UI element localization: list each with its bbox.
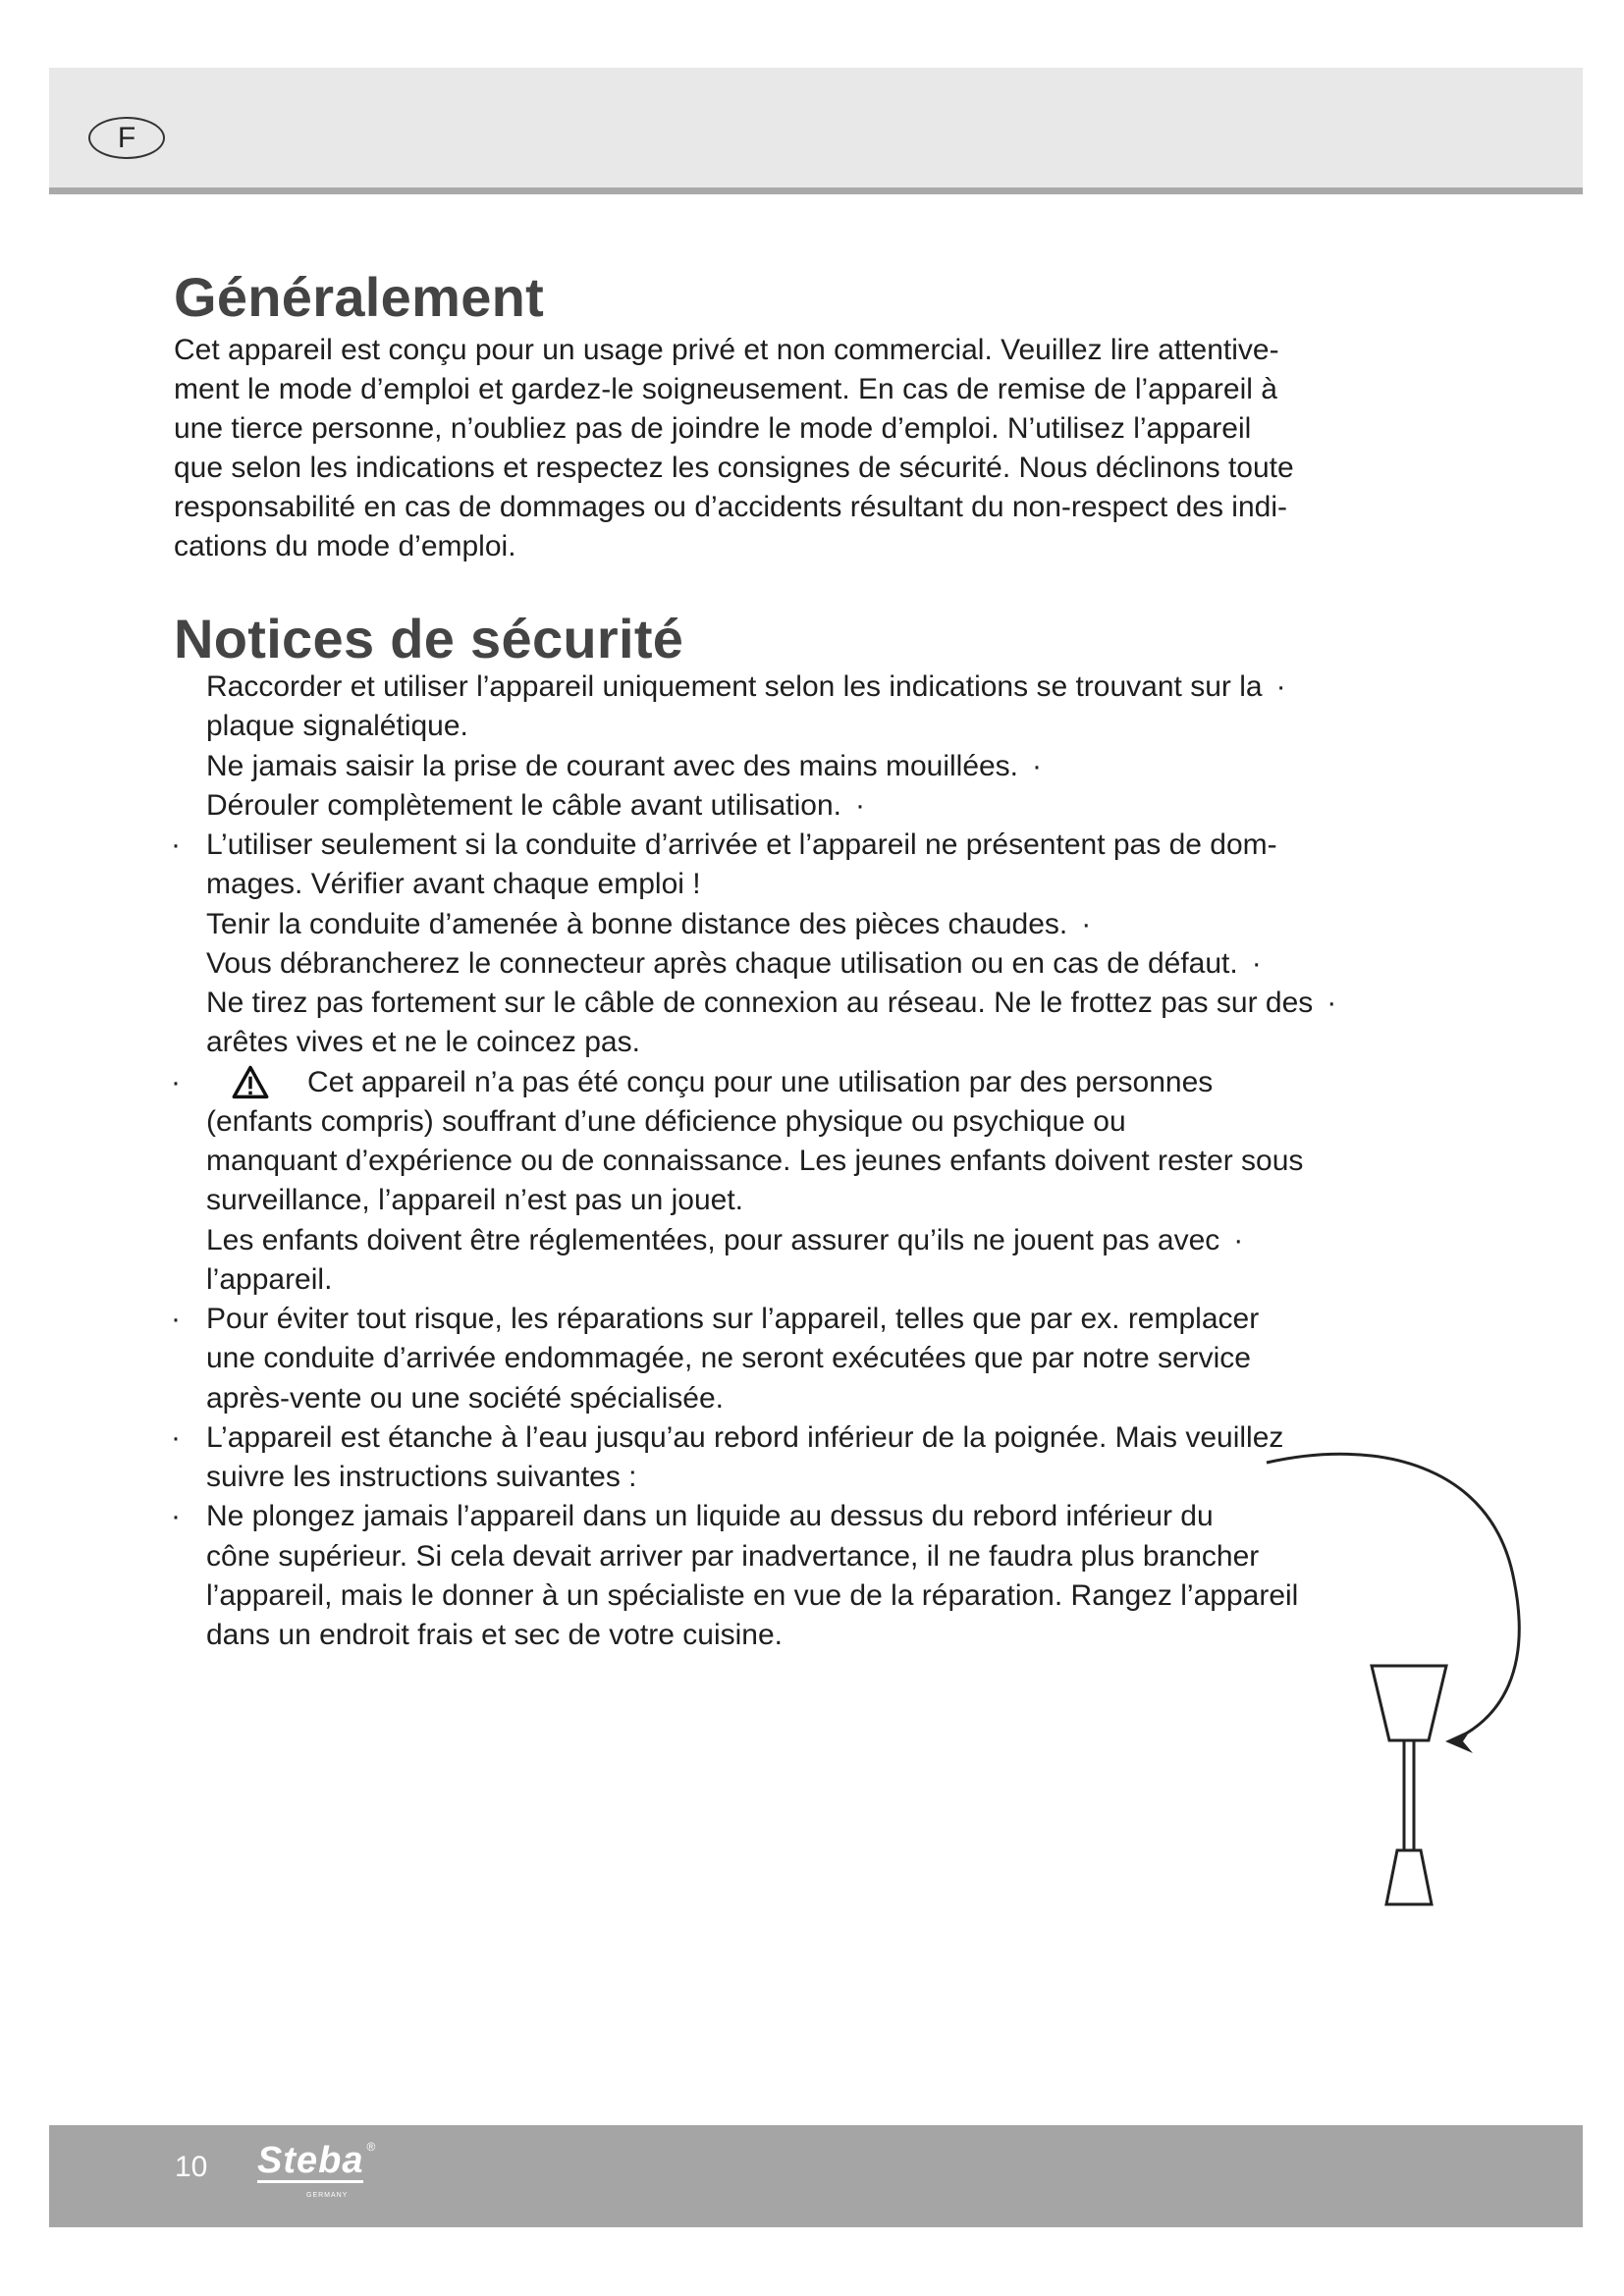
line-text: Les enfants doivent être réglementées, pour assurer qu’ils ne jouent pas avec	[206, 1223, 1220, 1256]
safety-item	[171, 1418, 1336, 1498]
steba-logo-group	[257, 2141, 375, 2183]
logo-subtitle: GERMANY	[306, 2192, 349, 2199]
bullet-marker: ·	[1081, 907, 1092, 940]
line-text: l’appareil.	[206, 1262, 333, 1296]
bullet-marker: ·	[171, 828, 181, 861]
safety-item-line	[206, 1181, 1336, 1220]
safety-item	[206, 905, 1336, 944]
safety-list	[171, 667, 1337, 1655]
bullet-marker: ·	[1233, 1223, 1244, 1256]
bullet-marker: ·	[855, 788, 866, 822]
safety-item-line	[171, 1418, 1336, 1458]
safety-item-line	[206, 984, 1336, 1023]
safety-item	[206, 786, 1336, 826]
paragraph-line: une tierce personne, n’oubliez pas de joindre le mode d’emploi. N’utilisez l’appareil	[174, 412, 1252, 445]
section-title-safety: Notices de sécurité	[174, 608, 684, 669]
safety-item-line	[206, 1023, 1336, 1062]
line-text: Dérouler complètement le câble avant utilisation.	[206, 788, 842, 822]
paragraph-line: que selon les indications et respectez les consignes de sécurité. Nous déclinons toute	[174, 452, 1294, 484]
line-text: L’appareil est étanche à l’eau jusqu’au rebord inférieur de la poignée. Mais veuillez	[206, 1420, 1284, 1454]
safety-item-line	[206, 667, 1336, 707]
safety-item	[206, 667, 1336, 747]
page-footer	[49, 2125, 1583, 2227]
paragraph-line: cations du mode d’emploi.	[174, 530, 516, 562]
safety-item-line	[206, 786, 1336, 826]
line-text: Ne plongez jamais l’appareil dans un liquide au dessus du rebord inférieur du	[206, 1500, 1214, 1533]
line-text: (enfants compris) souffrant d’une déficience physique ou psychique ou	[206, 1104, 1126, 1138]
safety-item-line	[206, 1260, 1336, 1300]
immersion-diagram	[1257, 1443, 1551, 1924]
safety-item	[206, 1221, 1336, 1301]
lower-cone	[1386, 1850, 1432, 1904]
line-text: Pour éviter tout risque, les réparations sur l’appareil, telles que par ex. remplacer	[206, 1303, 1260, 1335]
upper-cone	[1372, 1666, 1446, 1740]
language-badge: F	[88, 117, 165, 159]
safety-item-line	[206, 1142, 1336, 1181]
general-paragraph	[174, 331, 1294, 566]
line-text: Cet appareil n’a pas été conçu pour une utilisation par des personnes	[307, 1065, 1214, 1098]
line-text: Raccorder et utiliser l’appareil uniquement selon les indications se trouvant sur la	[206, 670, 1263, 703]
safety-item-line	[206, 865, 1336, 904]
page-number: 10	[175, 2151, 208, 2183]
line-text: une conduite d’arrivée endommagée, ne seront exécutées que par notre service	[206, 1342, 1251, 1375]
safety-item-line	[206, 1339, 1336, 1378]
bullet-marker: ·	[1275, 670, 1286, 703]
line-text: Vous débrancherez le connecteur après chaque utilisation ou en cas de défaut.	[206, 946, 1238, 980]
steba-logo: Steba	[257, 2140, 364, 2181]
registered-mark: ®	[366, 2140, 376, 2154]
bullet-marker: ·	[1032, 749, 1043, 782]
bullet-marker: ·	[171, 1303, 181, 1335]
line-text: L’utiliser seulement si la conduite d’arrivée et l’appareil ne présentent pas de dom-	[206, 828, 1277, 861]
safety-item	[206, 747, 1336, 786]
safety-item-line	[206, 1221, 1336, 1260]
safety-item-line	[206, 905, 1336, 944]
safety-item	[171, 1497, 1336, 1655]
line-text: Ne jamais saisir la prise de courant avec des mains mouillées.	[206, 749, 1019, 782]
safety-item-line	[206, 944, 1336, 984]
safety-item-line	[206, 1102, 1336, 1142]
line-text: plaque signalétique.	[206, 710, 468, 743]
safety-item	[206, 944, 1336, 984]
line-text: Ne tirez pas fortement sur le câble de connexion au réseau. Ne le frottez pas sur des	[206, 987, 1314, 1019]
line-text: manquant d’expérience ou de connaissance. Les jeunes enfants doivent rester sous	[206, 1145, 1304, 1177]
safety-item-line	[171, 1497, 1336, 1536]
safety-item	[171, 826, 1336, 905]
rod	[1404, 1740, 1414, 1850]
safety-item-line	[206, 707, 1336, 746]
paragraph-line: ment le mode d’emploi et gardez-le soigneusement. En cas de remise de l’appareil à	[174, 373, 1277, 405]
line-text: cône supérieur. Si cela devait arriver par inadvertance, il ne faudra plus brancher	[206, 1539, 1260, 1573]
safety-item-line	[171, 1063, 1336, 1102]
safety-item-line	[206, 1458, 1336, 1497]
paragraph-line: responsabilité en cas de dommages ou d’accidents résultant du non-respect des indi-	[174, 491, 1287, 523]
safety-item-line	[171, 1300, 1336, 1339]
bullet-marker: ·	[171, 1420, 181, 1454]
safety-item	[171, 1063, 1336, 1221]
paragraph-line: Cet appareil est conçu pour un usage privé et non commercial. Veuillez lire attentive-	[174, 334, 1279, 366]
line-text: Tenir la conduite d’amenée à bonne distance des pièces chaudes.	[206, 907, 1068, 940]
line-text: arêtes vives et ne le coincez pas.	[206, 1026, 640, 1059]
bullet-marker: ·	[1326, 987, 1337, 1019]
safety-item-line	[171, 826, 1336, 865]
bullet-marker: ·	[171, 1500, 181, 1533]
section-title-general: Généralement	[174, 266, 545, 328]
safety-item-line	[206, 747, 1336, 786]
line-text: l’appareil, mais le donner à un spécialiste en vue de la réparation. Rangez l’appareil	[206, 1578, 1299, 1612]
safety-item-line	[206, 1379, 1336, 1418]
line-text: après-vente ou une société spécialisée.	[206, 1381, 724, 1415]
line-text: suivre les instructions suivantes :	[206, 1461, 637, 1493]
bullet-marker: ·	[1251, 946, 1262, 980]
page-header	[49, 68, 1583, 194]
safety-item	[171, 1300, 1336, 1418]
safety-item-line	[206, 1576, 1336, 1616]
warning-icon	[220, 1064, 281, 1101]
safety-item	[206, 984, 1336, 1063]
bullet-marker: ·	[171, 1065, 181, 1098]
line-text: mages. Vérifier avant chaque emploi !	[206, 868, 701, 901]
line-text: surveillance, l’appareil n’est pas un jouet.	[206, 1184, 743, 1217]
line-text: dans un endroit frais et sec de votre cuisine.	[206, 1619, 783, 1651]
safety-item-line	[206, 1616, 1336, 1655]
safety-item-line	[206, 1537, 1336, 1576]
